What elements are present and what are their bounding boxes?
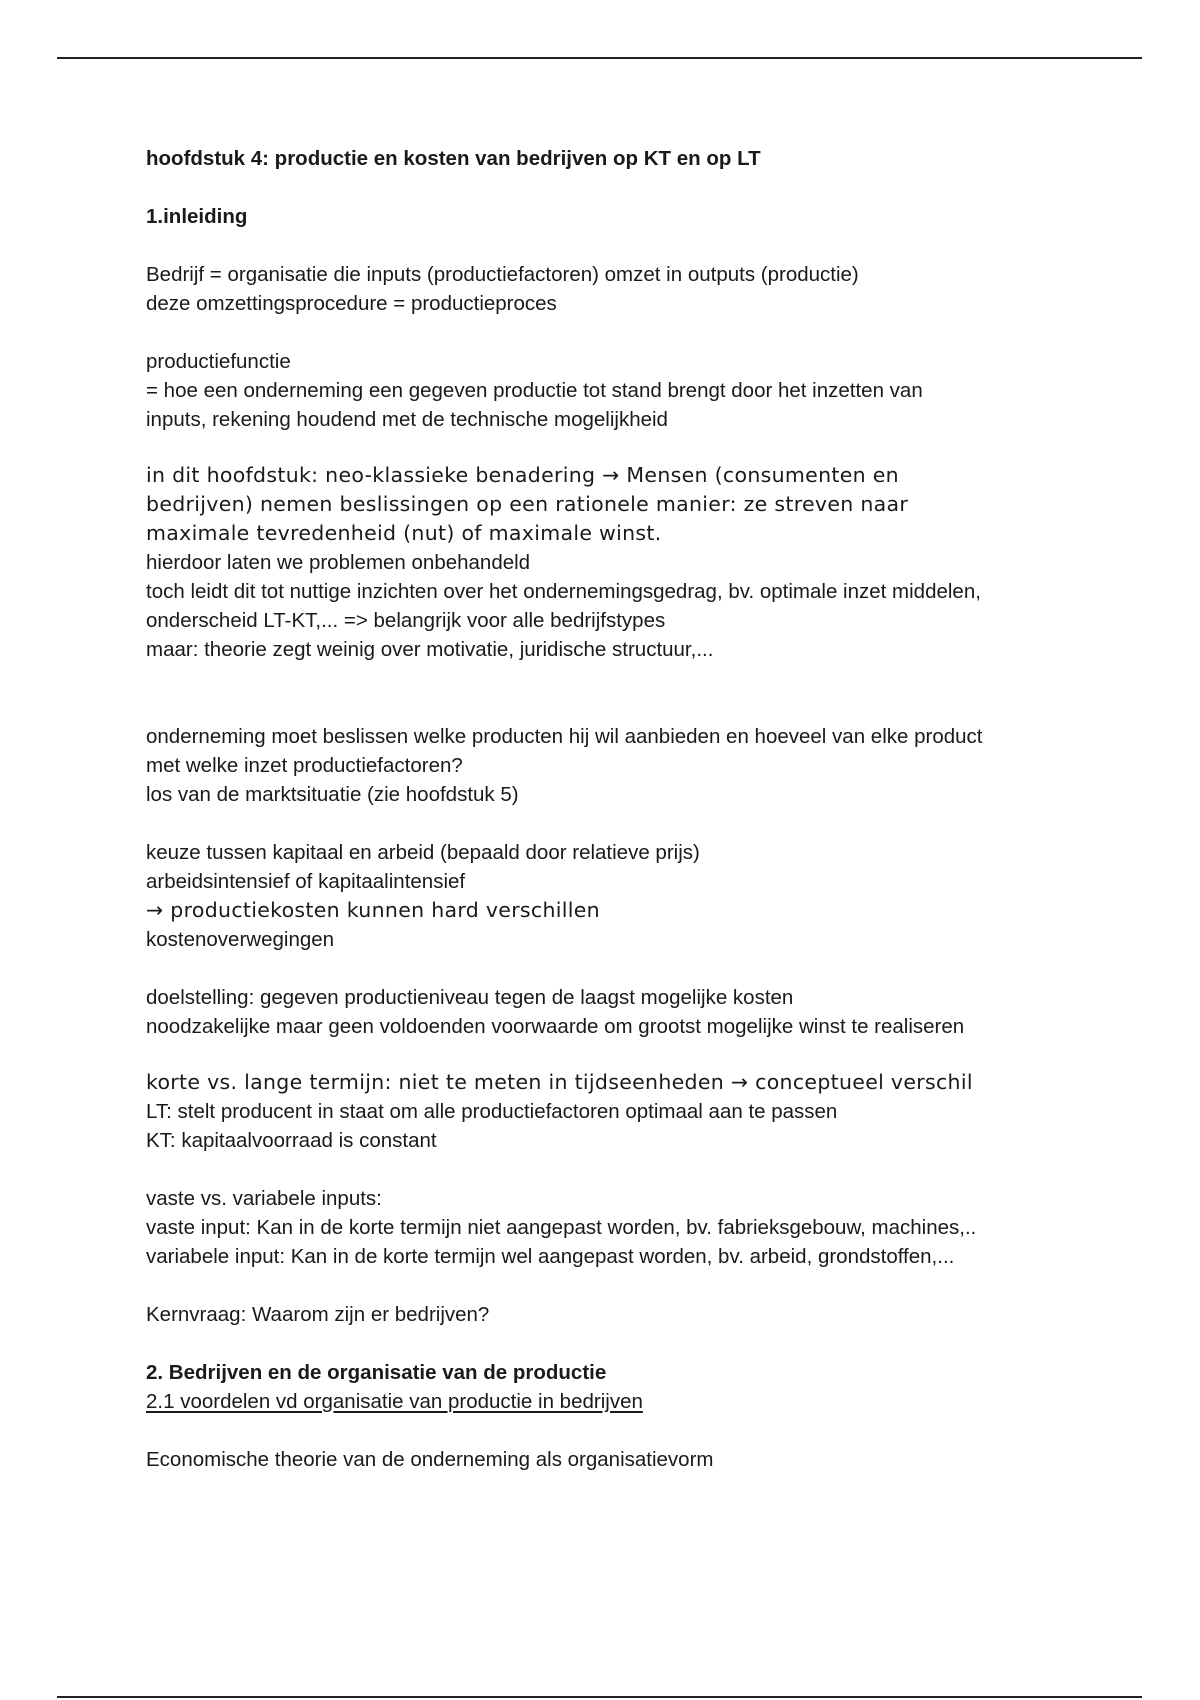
closing-line: Economische theorie van de onderneming als organisatievorm [146,1448,714,1471]
top-rule [57,57,1142,59]
term-line: LT: stelt producent in staat om alle productiefactoren optimaal aan te passen [146,1100,838,1123]
productiefunctie-term: productiefunctie [146,350,291,373]
bottom-rule [57,1696,1142,1698]
core-question: Kernvraag: Waarom zijn er bedrijven? [146,1303,490,1326]
neoclassic-line: maximale tevredenheid (nut) of maximale winst. [146,521,662,545]
intro-line: deze omzettingsprocedure = productieproces [146,292,557,315]
decision-line: met welke inzet productiefactoren? [146,754,463,777]
productiefunctie-definition: = hoe een onderneming een gegeven productie tot stand brengt door het inzetten van [146,379,923,402]
inputs-line: variabele input: Kan in de korte termijn wel aangepast worden, bv. arbeid, grondstoffen,... [146,1245,955,1268]
decision-line: los van de marktsituatie (zie hoofdstuk 5) [146,783,519,806]
choice-arrow-line: → productiekosten kunnen hard verschillen [146,898,600,922]
choice-line: arbeidsintensief of kapitaalintensief [146,870,466,893]
inputs-line: vaste input: Kan in de korte termijn niet aangepast worden, bv. fabrieksgebouw, machines,.. [146,1216,977,1239]
choice-tail: kostenoverwegingen [146,928,335,951]
neoclassic-note: maar: theorie zegt weinig over motivatie, juridische structuur,... [146,638,714,661]
neoclassic-line: bedrijven) nemen beslissingen op een rationele manier: ze streven naar [146,492,909,516]
section-heading-inleiding: 1.inleiding [146,205,248,228]
neoclassic-line: in dit hoofdstuk: neo-klassieke benadering → Mensen (consumenten en [146,463,899,487]
goal-line: noodzakelijke maar geen voldoenden voorwaarde om grootst mogelijke winst te realiseren [146,1015,965,1038]
choice-line: keuze tussen kapitaal en arbeid (bepaald door relatieve prijs) [146,841,700,864]
inputs-line: vaste vs. variabele inputs: [146,1187,382,1210]
chapter-title: hoofdstuk 4: productie en kosten van bedrijven op KT en op LT [146,147,761,170]
section-heading-bedrijven: 2. Bedrijven en de organisatie van de productie [146,1361,607,1384]
goal-line: doelstelling: gegeven productieniveau tegen de laagst mogelijke kosten [146,986,794,1009]
decision-line: onderneming moet beslissen welke producten hij wil aanbieden en hoeveel van elke product [146,725,983,748]
document-body [146,144,1066,1474]
subsection-heading: 2.1 voordelen vd organisatie van productie in bedrijven [146,1390,643,1413]
neoclassic-note: onderscheid LT-KT,... => belangrijk voor alle bedrijfstypes [146,609,666,632]
neoclassic-note: hierdoor laten we problemen onbehandeld [146,551,531,574]
term-line: KT: kapitaalvoorraad is constant [146,1129,437,1152]
intro-line: Bedrijf = organisatie die inputs (productiefactoren) omzet in outputs (productie) [146,263,859,286]
neoclassic-note: toch leidt dit tot nuttige inzichten over het ondernemingsgedrag, bv. optimale inzet middelen, [146,580,981,603]
term-heading: korte vs. lange termijn: niet te meten in tijdseenheden → conceptueel verschil [146,1070,973,1094]
productiefunctie-definition: inputs, rekening houdend met de technische mogelijkheid [146,408,668,431]
